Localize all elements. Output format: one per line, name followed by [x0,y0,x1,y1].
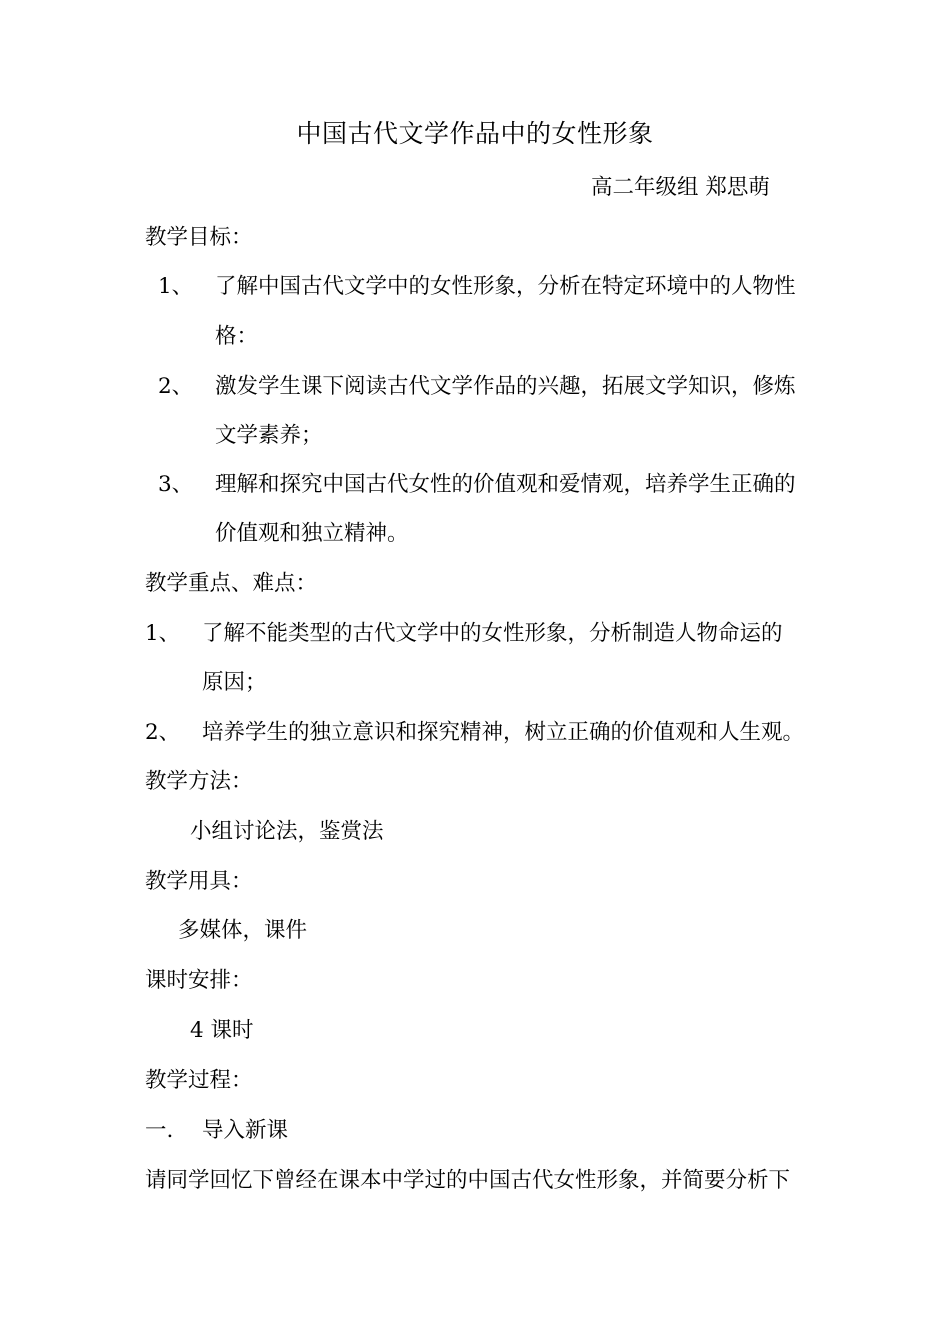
objective-1-text: 了解中国古代文学中的女性形象，分析在特定环境中的人物性 [215,274,796,299]
process-heading: 教学过程： [145,1068,253,1093]
objectives-heading: 教学目标： [145,225,253,250]
key-point-1-text-cont: 原因； [202,670,267,695]
objective-3-number: 3、 [158,472,194,497]
key-point-1-number: 1、 [145,621,181,646]
methods-heading: 教学方法： [145,769,253,794]
author-line: 高二年级组 郑思萌 [591,175,770,200]
key-point-2-number: 2、 [145,720,181,745]
key-point-1-text: 了解不能类型的古代文学中的女性形象，分析制造人物命运的 [202,621,783,646]
objective-3-text: 理解和探究中国古代女性的价值观和爱情观，培养学生正确的 [215,472,796,497]
objective-1-number: 1、 [158,274,194,299]
process-paragraph: 请同学回忆下曾经在课本中学过的中国古代女性形象，并简要分析下 [145,1168,791,1193]
objective-2-text: 激发学生课下阅读古代文学作品的兴趣，拓展文学知识，修炼 [215,374,796,399]
objective-1-text-cont: 格： [215,324,259,349]
objective-2-text-cont: 文学素养； [215,423,323,448]
methods-text: 小组讨论法，鉴赏法 [190,819,384,844]
objective-2-number: 2、 [158,374,194,399]
key-point-2-text: 培养学生的独立意识和探究精神，树立正确的价值观和人生观。 [202,720,805,745]
section-1-title: 导入新课 [202,1118,289,1143]
key-points-heading: 教学重点、难点： [145,571,318,596]
tools-heading: 教学用具： [145,869,253,894]
section-1-number: 一. [145,1118,174,1143]
document-title: 中国古代文学作品中的女性形象 [296,119,654,148]
objective-3-text-cont: 价值观和独立精神。 [215,521,409,546]
schedule-heading: 课时安排： [145,968,253,993]
schedule-text: 4 课时 [190,1018,254,1043]
tools-text: 多媒体，课件 [178,918,308,943]
